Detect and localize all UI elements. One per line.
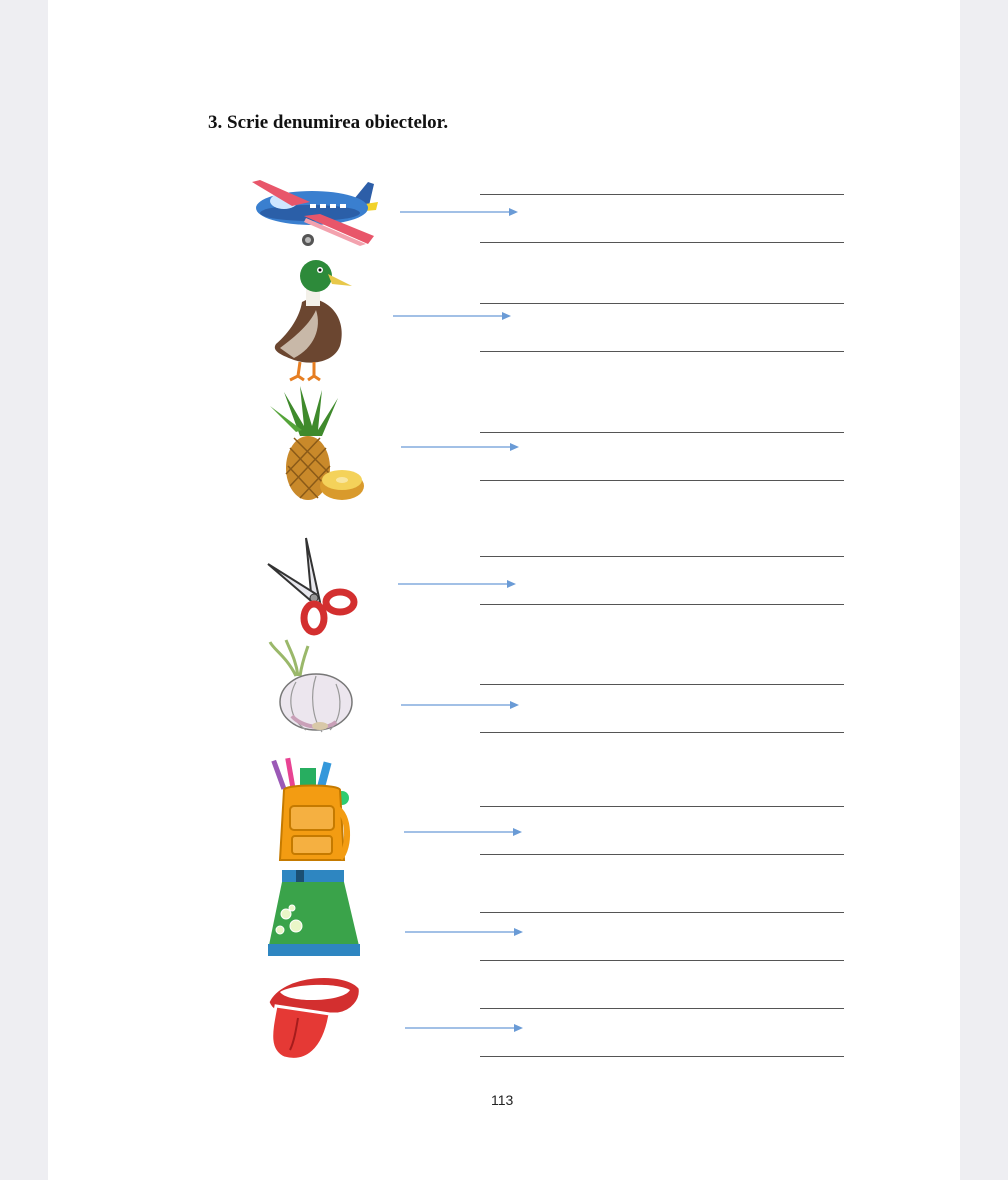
skirt-icon: [266, 868, 362, 960]
mouth-tongue-icon: [262, 966, 364, 1064]
writing-line[interactable]: [480, 912, 844, 913]
arrow-5: [401, 700, 519, 710]
arrow-8: [405, 1023, 523, 1033]
arrow-6: [404, 827, 522, 837]
exercise-title: 3. Scrie denumirea obiectelor.: [208, 112, 449, 133]
airplane-icon: [250, 176, 380, 250]
writing-line[interactable]: [480, 1056, 844, 1057]
arrow-7: [405, 927, 523, 937]
worksheet-page: [48, 0, 960, 1180]
arrow-3: [401, 442, 519, 452]
arrow-1: [400, 207, 518, 217]
arrow-4: [398, 579, 516, 589]
writing-line[interactable]: [480, 732, 844, 733]
duck-icon: [270, 258, 356, 382]
writing-line[interactable]: [480, 1008, 844, 1009]
page-number: 113: [491, 1092, 514, 1108]
writing-line[interactable]: [480, 303, 844, 304]
writing-line[interactable]: [480, 194, 844, 195]
garlic-icon: [266, 636, 358, 736]
writing-line[interactable]: [480, 480, 844, 481]
pineapple-icon: [260, 386, 366, 506]
writing-line[interactable]: [480, 604, 844, 605]
writing-line[interactable]: [480, 806, 844, 807]
backpack-icon: [270, 758, 356, 866]
writing-line[interactable]: [480, 556, 844, 557]
arrow-2: [393, 311, 511, 321]
writing-line[interactable]: [480, 854, 844, 855]
scissors-icon: [266, 536, 360, 638]
writing-line[interactable]: [480, 684, 844, 685]
writing-line[interactable]: [480, 242, 844, 243]
writing-line[interactable]: [480, 351, 844, 352]
writing-line[interactable]: [480, 960, 844, 961]
writing-line[interactable]: [480, 432, 844, 433]
